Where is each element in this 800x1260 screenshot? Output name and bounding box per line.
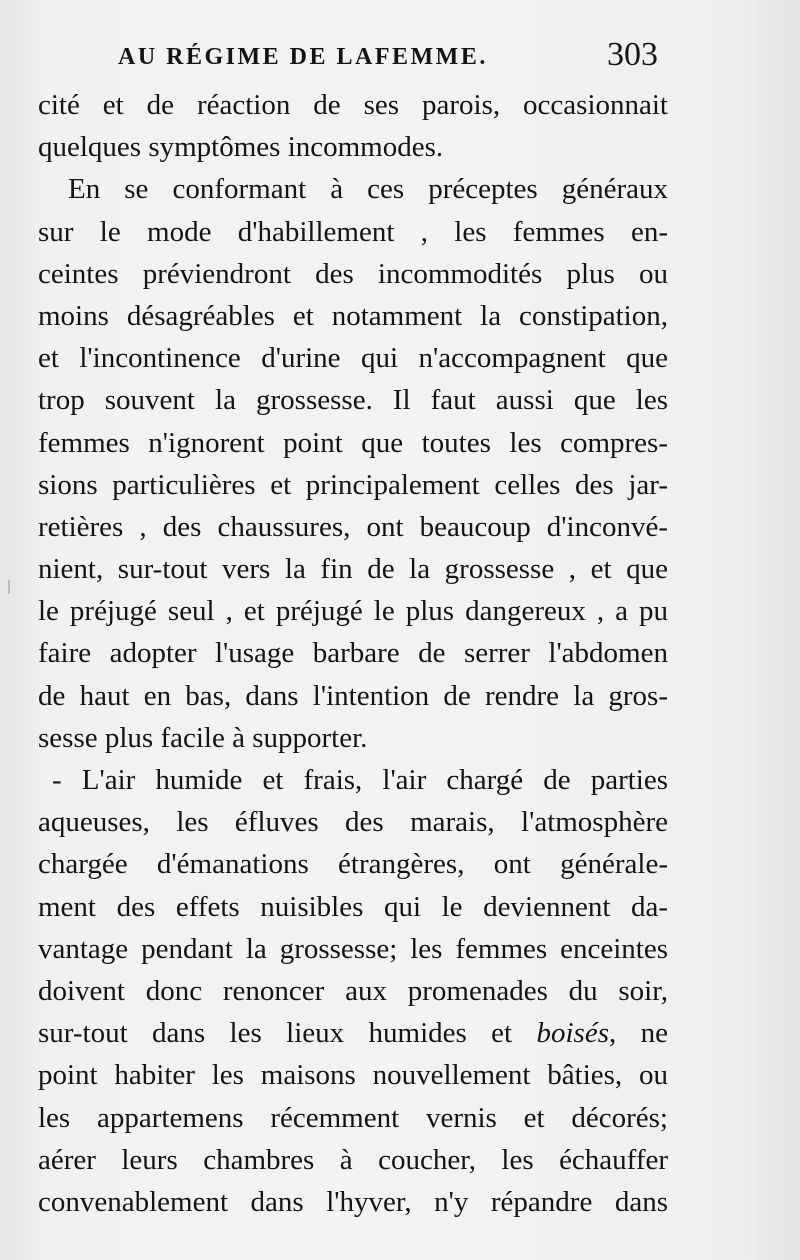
- text-line: femmes n'ignorent point que toutes les compres-: [38, 426, 668, 459]
- text-line: moins désagréables et notamment la constipation,: [38, 299, 668, 332]
- text-line: nient, sur-tout vers la fin de la grossesse , et que: [38, 553, 668, 586]
- body-text: [38, 84, 668, 1223]
- running-title: AU RÉGIME DE LAFEMME.: [118, 44, 488, 70]
- text-line: [38, 1012, 668, 1054]
- page-number: 303: [607, 36, 658, 73]
- text-line: les appartemens récemment vernis et décorés;: [38, 1101, 668, 1134]
- text-line: cité et de réaction de ses parois, occasionnait: [38, 89, 668, 121]
- text-line: de haut en bas, dans l'intention de rendre la gros-: [38, 679, 668, 712]
- text-line: point habiter les maisons nouvellement bâties, ou: [38, 1059, 668, 1092]
- text-segment: , ne: [608, 1017, 668, 1050]
- text-line: convenablement dans l'hyver, n'y répandre dans: [38, 1185, 668, 1218]
- text-line: aqueuses, les éfluves des marais, l'atmosphère: [38, 806, 668, 839]
- text-segment: sur-tout dans les lieux humides et: [38, 1017, 537, 1050]
- page-header: [118, 36, 658, 76]
- text-line: trop souvent la grossesse. Il faut aussi que les: [38, 384, 668, 417]
- text-line: et l'incontinence d'urine qui n'accompagnent que: [38, 342, 668, 375]
- text-line: quelques symptômes incommodes.: [38, 131, 444, 164]
- text-line: ceintes préviendront des incommodités plus ou: [38, 257, 668, 290]
- text-line: aérer leurs chambres à coucher, les échauffer: [38, 1143, 668, 1176]
- italic-word: boisés: [536, 1017, 609, 1050]
- text-line: vantage pendant la grossesse; les femmes enceintes: [38, 932, 668, 965]
- text-line: ment des effets nuisibles qui le deviennent da-: [38, 890, 668, 923]
- text-line: retières , des chaussures, ont beaucoup d'inconvé-: [38, 510, 668, 543]
- text-line: doivent donc renoncer aux promenades du soir,: [38, 974, 668, 1007]
- paragraph-first-line: En se conformant à ces préceptes généraux: [68, 173, 668, 206]
- text-line: sesse plus facile à supporter.: [38, 721, 368, 754]
- text-line: faire adopter l'usage barbare de serrer l'abdomen: [38, 637, 668, 670]
- paragraph-first-line: - L'air humide et frais, l'air chargé de parties: [52, 764, 668, 796]
- text-line: le préjugé seul , et préjugé le plus dangereux , a pu: [38, 595, 668, 628]
- text-line: chargée d'émanations étrangères, ont générale-: [38, 848, 668, 881]
- text-line: sions particulières et principalement celles des jar-: [38, 468, 668, 501]
- page-edge-mark: [8, 580, 10, 594]
- text-line: sur le mode d'habillement , les femmes en-: [38, 215, 668, 248]
